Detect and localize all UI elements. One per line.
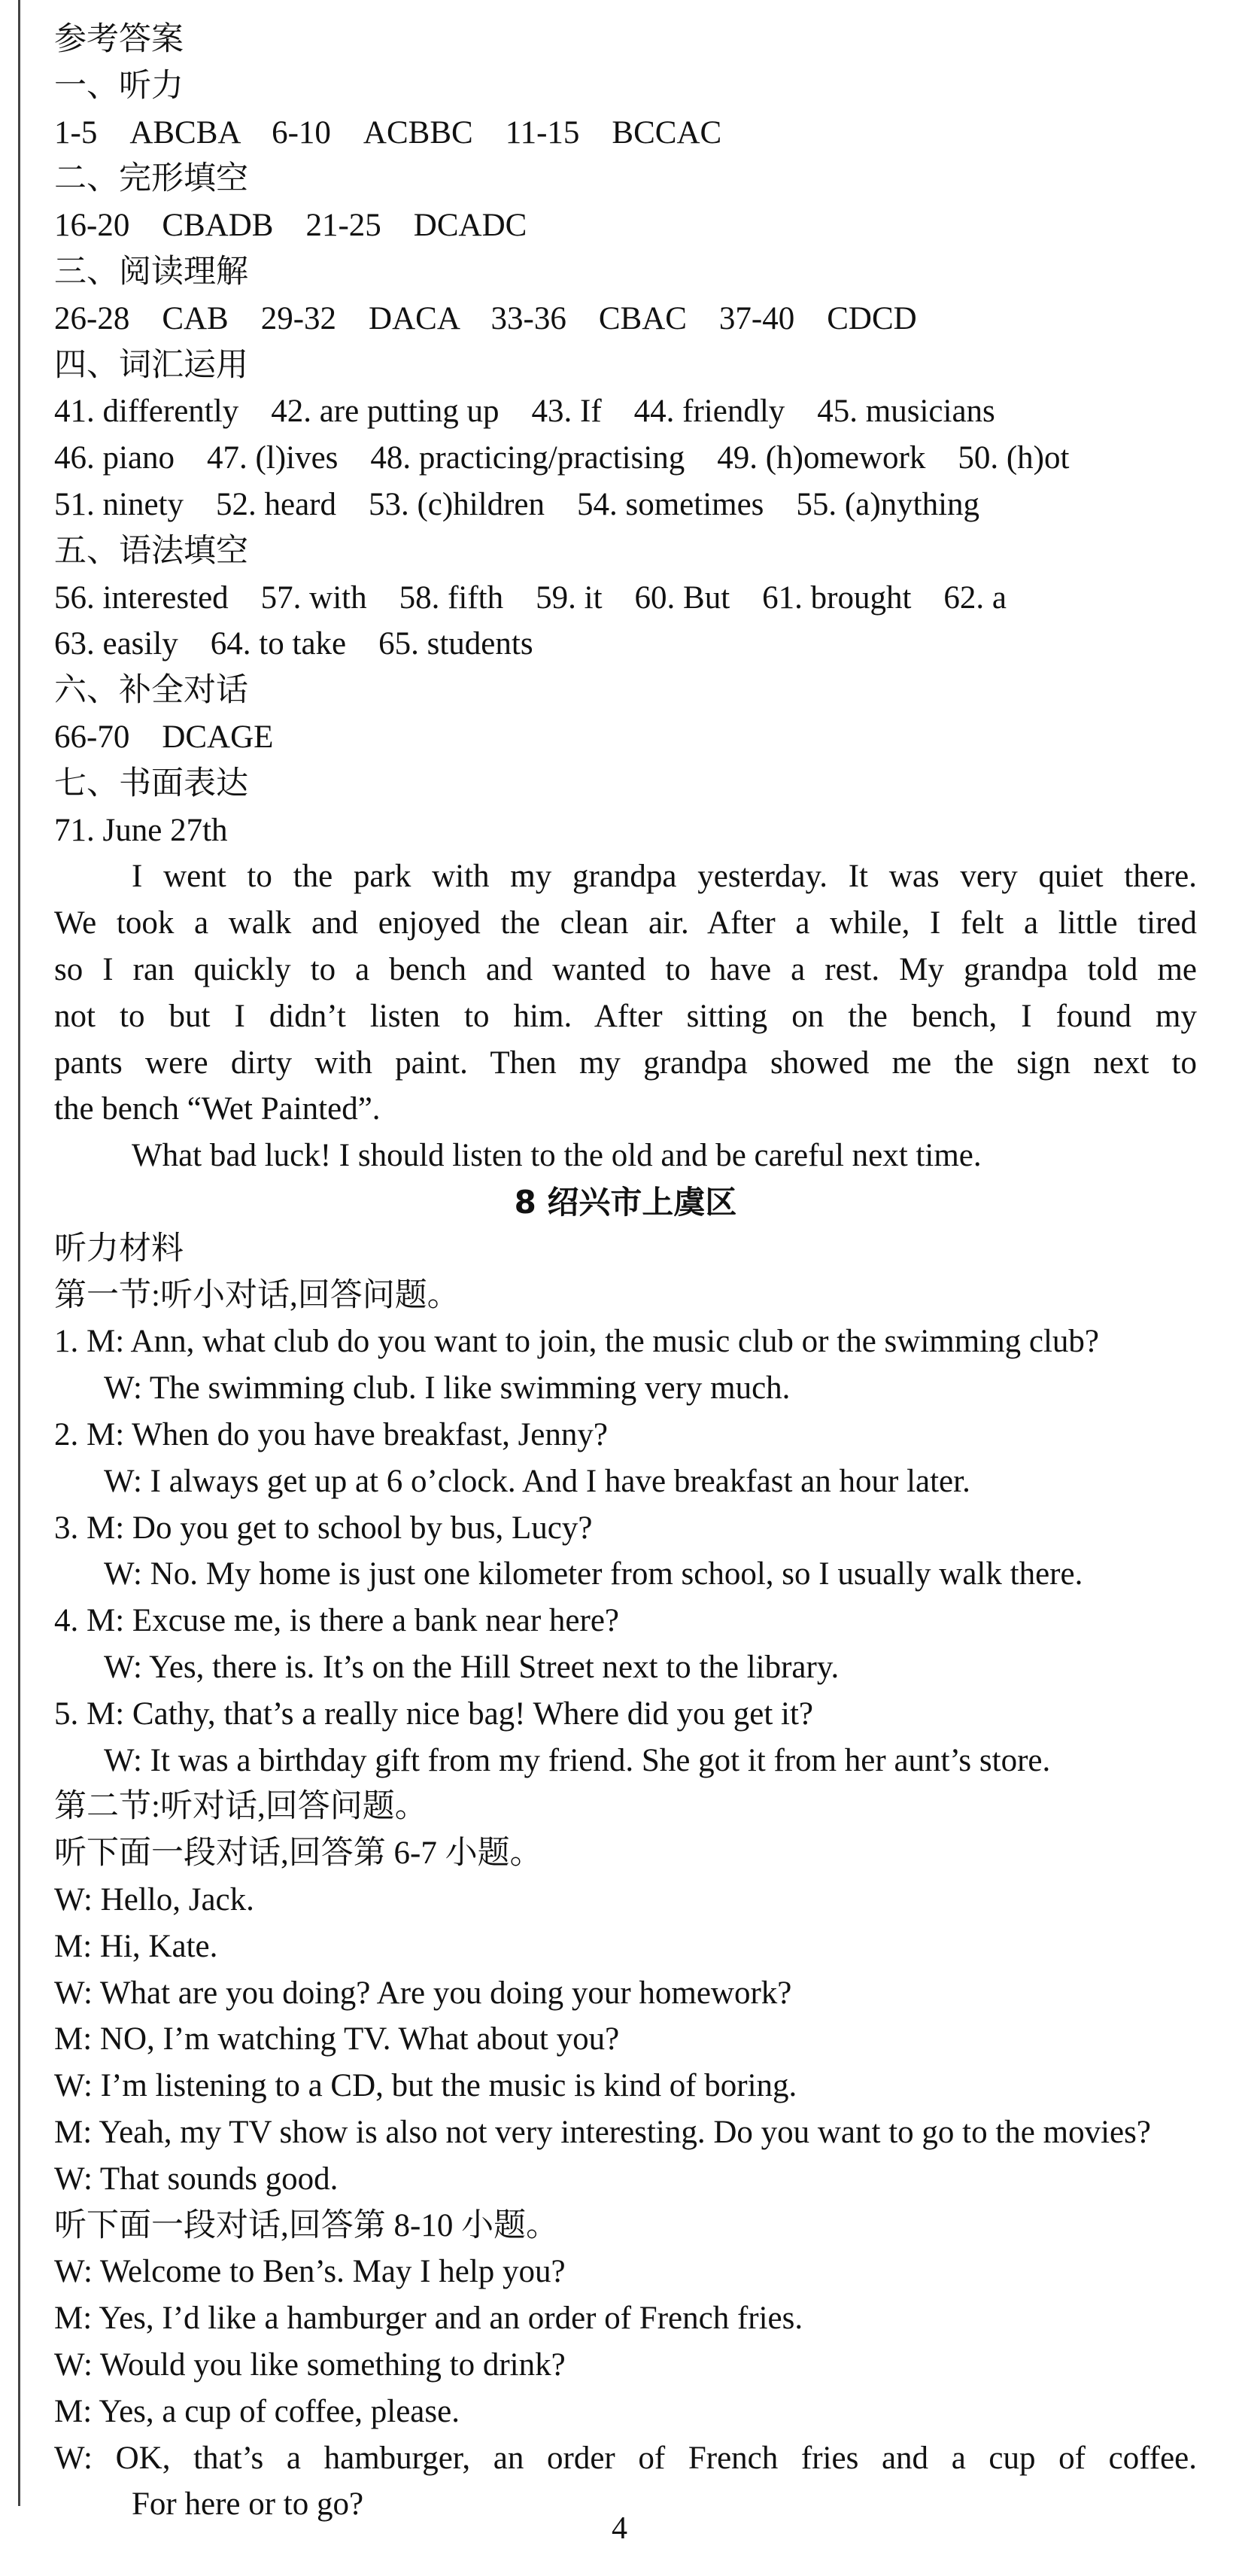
text-line: 第二节:听对话,回答问题。 — [54, 1789, 427, 1825]
text-line: 听力材料 — [54, 1230, 184, 1267]
text-line: 71. June 27th — [54, 812, 228, 848]
text-line: I went to the park with my grandpa yesterday. It was very quiet there. — [132, 859, 1197, 895]
text-line: not to but I didn’t listen to him. After sitting on the bench, I found my — [54, 998, 1197, 1034]
text-line: 41. differently 42. are putting up 43. If 44. friendly 45. musicians — [54, 394, 995, 430]
text-line: W: OK, that’s a hamburger, an order of French fries and a cup of coffee. — [54, 2440, 1197, 2476]
text-line: 三、阅读理解 — [54, 254, 248, 290]
text-line: 26-28 CAB 29-32 DACA 33-36 CBAC 37-40 CDCD — [54, 300, 917, 336]
text-line: M: Hi, Kate. — [54, 1928, 218, 1964]
text-line: 第一节:听小对话,回答问题。 — [54, 1277, 460, 1313]
text-line: M: Yes, a cup of coffee, please. — [54, 2393, 460, 2429]
text-line: W: That sounds good. — [54, 2161, 339, 2197]
text-line: 4. M: Excuse me, is there a bank near here? — [54, 1603, 619, 1639]
text-line: W: The swimming club. I like swimming very much. — [104, 1370, 791, 1407]
text-line: 1-5 ABCBA 6-10 ACBBC 11-15 BCCAC — [54, 114, 722, 151]
text-line: 56. interested 57. with 58. fifth 59. it 60. But 61. brought 62. a — [54, 579, 1007, 616]
text-line: 5. M: Cathy, that’s a really nice bag! Where did you get it? — [54, 1696, 814, 1732]
text-line: so I ran quickly to a bench and wanted to have a rest. My grandpa told me — [54, 952, 1197, 987]
section-heading: 8 绍兴市上虞区 — [514, 1184, 737, 1221]
text-line: 2. M: When do you have breakfast, Jenny? — [54, 1417, 608, 1452]
text-line: W: I always get up at 6 o’clock. And I have breakfast an hour later. — [104, 1463, 970, 1499]
text-line: W: Hello, Jack. — [54, 1882, 254, 1918]
text-line: 63. easily 64. to take 65. students — [54, 626, 533, 662]
text-line: For here or to go? — [132, 2486, 364, 2523]
text-line: M: NO, I’m watching TV. What about you? — [54, 2021, 620, 2057]
text-line: M: Yeah, my TV show is also not very interesting. Do you want to go to the movies? — [54, 2115, 1151, 2150]
text-line: 51. ninety 52. heard 53. (c)hildren 54. sometimes 55. (a)nything — [54, 487, 980, 522]
text-line: W: It was a birthday gift from my friend. She got it from her aunt’s store. — [104, 1742, 1051, 1778]
text-line: the bench “Wet Painted”. — [54, 1091, 381, 1127]
text-line: 3. M: Do you get to school by bus, Lucy? — [54, 1510, 593, 1546]
text-line: W: Yes, there is. It’s on the Hill Street next to the library. — [104, 1650, 840, 1685]
page-number: 4 — [612, 2511, 627, 2546]
text-line: 二、完形填空 — [54, 161, 248, 197]
text-line: 五、语法填空 — [54, 533, 248, 569]
text-line: W: I’m listening to a CD, but the music is kind of boring. — [54, 2068, 797, 2104]
text-line: pants were dirty with paint. Then my grandpa showed me the sign next to — [54, 1045, 1197, 1081]
text-line: What bad luck! I should listen to the old and be careful next time. — [132, 1138, 982, 1174]
text-line: 66-70 DCAGE — [54, 719, 274, 755]
text-line: 16-20 CBADB 21-25 DCADC — [54, 208, 527, 244]
text-line: 46. piano 47. (l)ives 48. practicing/practising 49. (h)omework 50. (h)ot — [54, 440, 1070, 476]
text-line: 四、词汇运用 — [54, 347, 248, 383]
text-line: W: Would you like something to drink? — [54, 2347, 566, 2383]
text-line: We took a walk and enjoyed the clean air. After a while, I felt a little tired — [54, 905, 1197, 941]
text-line: W: Welcome to Ben’s. May I help you? — [54, 2254, 566, 2290]
text-line: W: No. My home is just one kilometer from school, so I usually walk there. — [104, 1556, 1083, 1592]
text-line: 七、书面表达 — [54, 765, 248, 801]
text-line: 六、补全对话 — [54, 673, 248, 709]
text-line: 听下面一段对话,回答第 6-7 小题。 — [54, 1835, 542, 1872]
text-line: W: What are you doing? Are you doing your homework? — [54, 1975, 792, 2011]
text-line: M: Yes, I’d like a hamburger and an order of French fries. — [54, 2301, 803, 2337]
text-line: 参考答案 — [54, 22, 184, 57]
text-line: 听下面一段对话,回答第 8-10 小题。 — [54, 2207, 559, 2243]
text-line: 1. M: Ann, what club do you want to join, the music club or the swimming club? — [54, 1324, 1099, 1360]
text-line: 一、听力 — [54, 68, 184, 104]
left-margin-rule — [18, 0, 20, 2506]
